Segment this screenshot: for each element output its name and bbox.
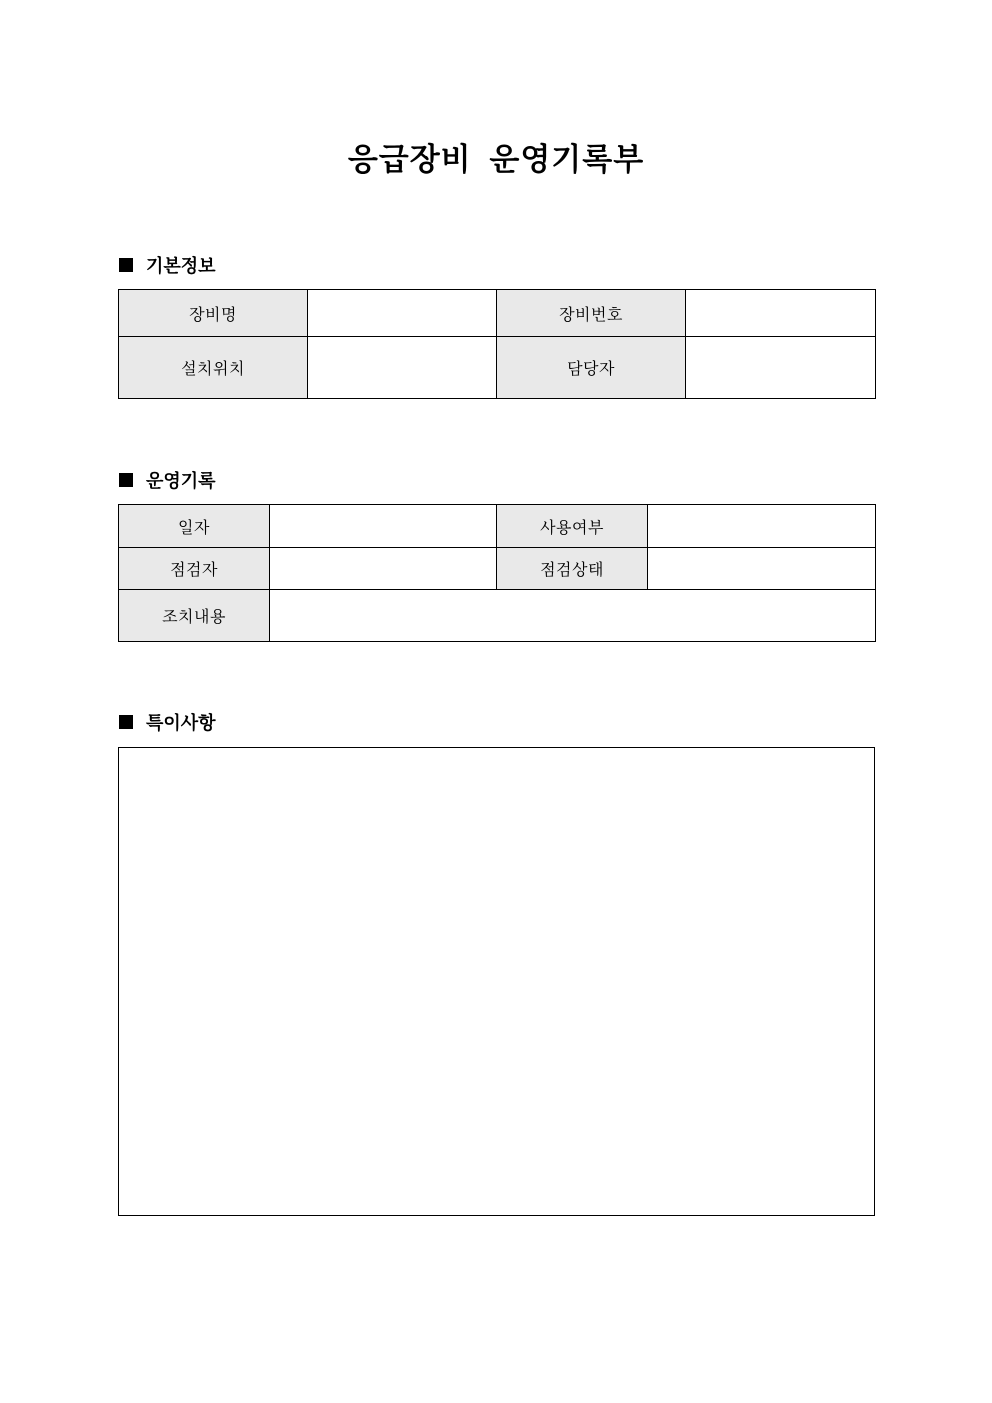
square-bullet-icon [119,715,133,729]
inspection-status-field[interactable] [648,548,876,590]
equipment-number-label: 장비번호 [497,290,686,337]
operation-record-heading-text: 운영기록 [146,471,216,492]
install-location-label: 설치위치 [119,337,308,399]
date-label: 일자 [119,505,270,548]
square-bullet-icon [119,258,133,272]
table-row [119,590,876,642]
inspection-status-label: 점검상태 [497,548,648,590]
inspector-field[interactable] [270,548,497,590]
usage-status-field[interactable] [648,505,876,548]
table-row [119,505,876,548]
basic-info-heading-text: 기본정보 [146,256,216,277]
date-field[interactable] [270,505,497,548]
action-taken-field[interactable] [270,590,876,642]
equipment-number-field[interactable] [686,290,876,337]
usage-status-label: 사용여부 [497,505,648,548]
equipment-name-label: 장비명 [119,290,308,337]
table-row [119,337,876,399]
basic-info-heading [119,253,216,277]
special-notes-heading [119,710,216,734]
install-location-field[interactable] [308,337,497,399]
action-taken-label: 조치내용 [119,590,270,642]
page-title: 응급장비 운영기록부 [347,142,645,178]
basic-info-table [118,289,876,399]
operation-record-table [118,504,876,642]
operation-record-heading [119,468,216,492]
manager-field[interactable] [686,337,876,399]
manager-label: 담당자 [497,337,686,399]
special-notes-box[interactable] [118,747,875,1216]
special-notes-heading-text: 특이사항 [146,713,216,734]
square-bullet-icon [119,473,133,487]
table-row [119,290,876,337]
equipment-name-field[interactable] [308,290,497,337]
table-row [119,548,876,590]
inspector-label: 점검자 [119,548,270,590]
